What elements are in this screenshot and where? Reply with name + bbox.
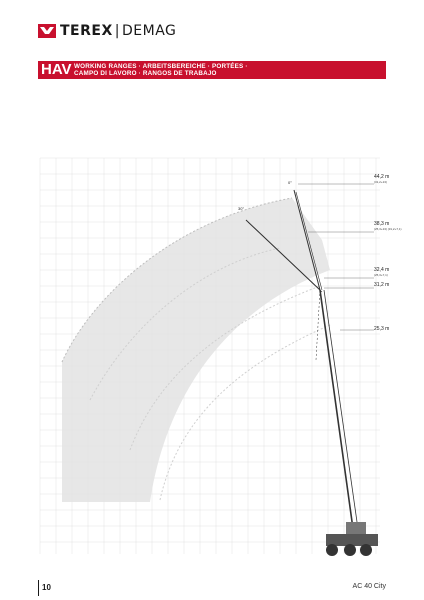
angle-30-label: 30°	[238, 206, 245, 211]
angle-0-label: 0°	[288, 180, 292, 185]
annot-31-2: 31,2 m	[374, 282, 390, 288]
section-banner	[38, 61, 386, 79]
brand-name	[60, 24, 176, 39]
main-boom	[320, 290, 359, 536]
banner-code: HAV	[41, 61, 72, 78]
annot-38-3: 38,3 m	[374, 221, 390, 227]
page-number: 10	[42, 583, 51, 592]
banner-title-line1: WORKING RANGES · ARBEITSBEREICHE · PORTÉES ·	[74, 63, 248, 70]
crane-carrier-icon	[326, 522, 378, 556]
footer-divider	[38, 580, 39, 596]
annot-32-4-sub: (25,3+7,1)	[374, 273, 388, 277]
annot-38-3-sub: (25,3+13) (31,2+7,1)	[374, 227, 402, 231]
annot-44-2: 44,2 m	[374, 174, 390, 180]
annot-25-3: 25,3 m	[374, 326, 390, 332]
brand-terex: TEREX	[60, 23, 113, 39]
banner-title-line2: CAMPO DI LAVORO · RANGOS DE TRABAJO	[74, 70, 217, 77]
brand-separator: |	[114, 23, 120, 39]
hook-line	[316, 290, 320, 360]
brand-logo	[38, 24, 238, 40]
brand-demag: DEMAG	[121, 23, 177, 39]
model-name: AC 40 City	[352, 583, 386, 590]
terex-emblem-icon	[38, 24, 56, 38]
working-range-diagram	[30, 150, 402, 570]
annot-44-2-sub: (31,2+13)	[374, 180, 387, 184]
annot-32-4: 32,4 m	[374, 267, 390, 273]
